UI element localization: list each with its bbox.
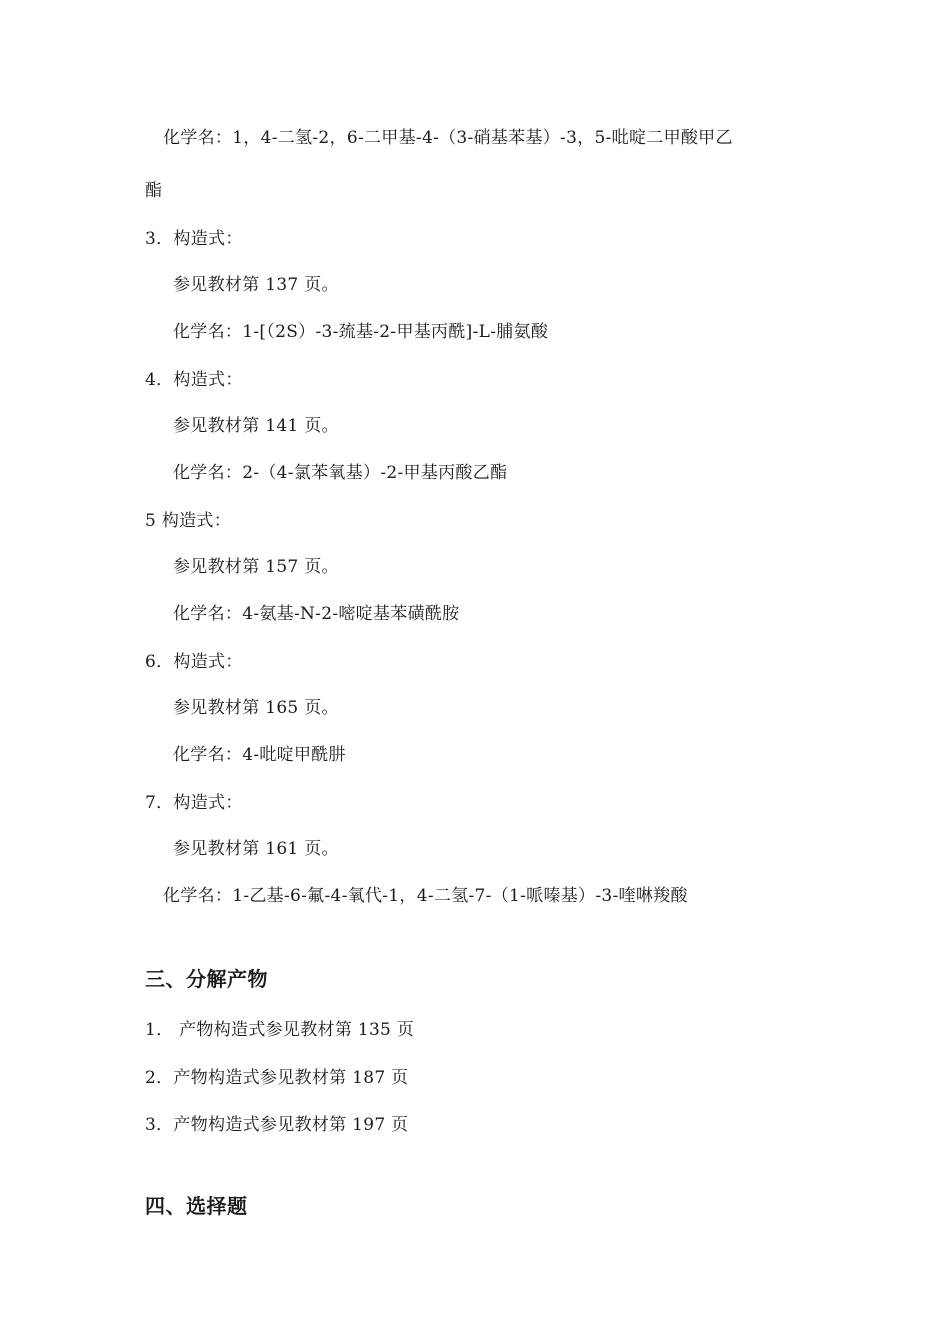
entry6-chem-name: 化学名：4-吡啶甲酰肼 xyxy=(173,745,346,765)
section3-item-2: 2．产物构造式参见教材第 187 页 xyxy=(145,1068,409,1088)
section3-item-1: 1． 产物构造式参见教材第 135 页 xyxy=(145,1020,415,1040)
entry3-title: 3．构造式： xyxy=(145,229,243,249)
entry3-chem-name: 化学名：1-[（2S）-3-巯基-2-甲基丙酰]-L-脯氨酸 xyxy=(173,322,549,342)
entry6-title: 6．构造式： xyxy=(145,652,243,672)
entry4-title: 4．构造式： xyxy=(145,370,243,390)
entry6-ref: 参见教材第 165 页。 xyxy=(173,698,339,718)
section4-heading: 四、选择题 xyxy=(145,1194,248,1218)
section3-heading: 三、分解产物 xyxy=(145,967,268,991)
entry5-ref: 参见教材第 157 页。 xyxy=(173,557,339,577)
entry4-ref: 参见教材第 141 页。 xyxy=(173,416,339,436)
entry3-ref: 参见教材第 137 页。 xyxy=(173,275,339,295)
entry5-title: 5 构造式： xyxy=(145,511,232,531)
entry7-ref: 参见教材第 161 页。 xyxy=(173,839,339,859)
entry2-chem-name-line2: 酯 xyxy=(145,181,163,201)
entry7-title: 7．构造式： xyxy=(145,793,243,813)
entry4-chem-name: 化学名：2-（4-氯苯氧基）-2-甲基丙酸乙酯 xyxy=(173,463,508,483)
entry2-chem-name-line1: 化学名：1，4-二氢-2，6-二甲基-4-（3-硝基苯基）-3，5-吡啶二甲酸甲乙 xyxy=(163,128,733,148)
section3-item-3: 3．产物构造式参见教材第 197 页 xyxy=(145,1115,409,1135)
entry7-chem-name: 化学名：1-乙基-6-氟-4-氧代-1，4-二氢-7-（1-哌嗪基）-3-喹啉羧酸 xyxy=(163,886,688,906)
entry5-chem-name: 化学名：4-氨基-N-2-嘧啶基苯磺酰胺 xyxy=(173,604,460,624)
